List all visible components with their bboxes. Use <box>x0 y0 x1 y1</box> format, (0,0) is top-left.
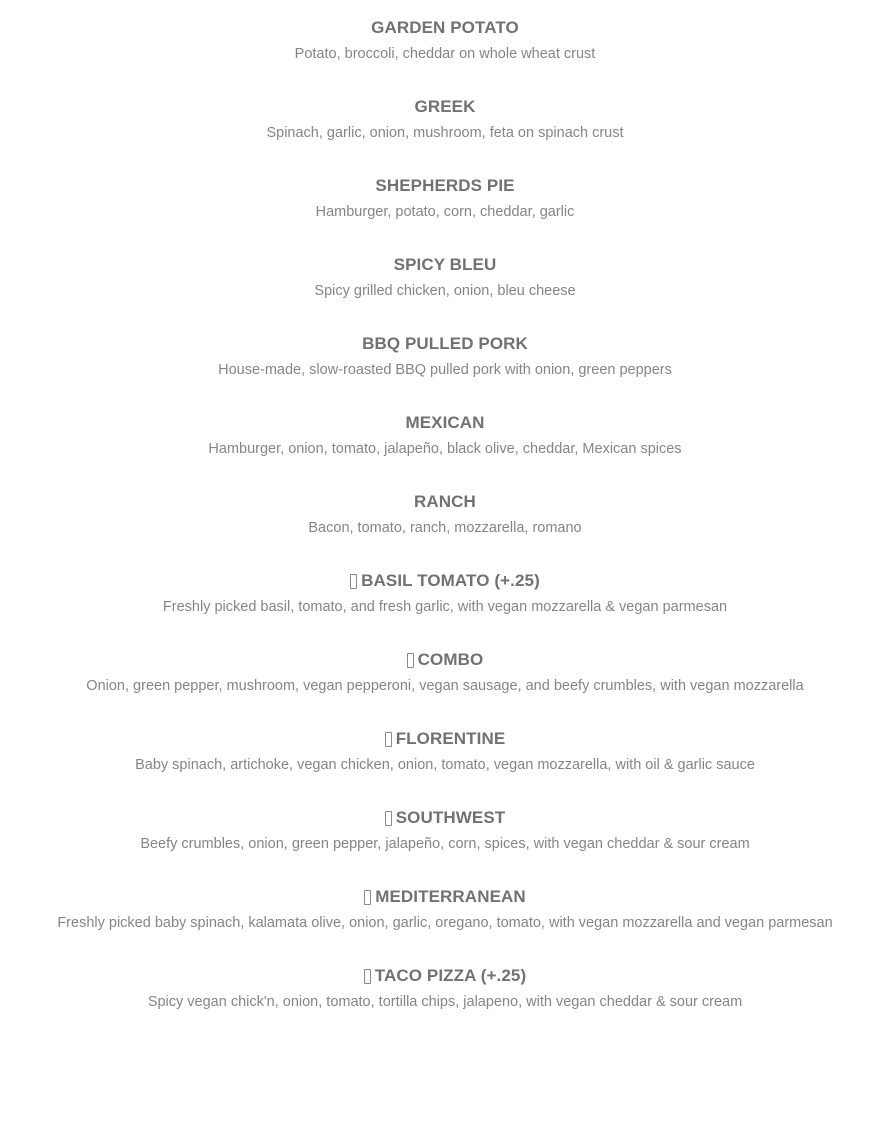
menu-item-description: Hamburger, onion, tomato, jalapeño, black olive, cheddar, Mexican spices <box>208 441 682 457</box>
vegan-icon <box>407 653 414 668</box>
menu-item-name: GARDEN POTATO <box>371 18 519 37</box>
menu-item-description: Hamburger, potato, corn, cheddar, garlic <box>315 204 575 220</box>
menu-item-description: House-made, slow-roasted BBQ pulled pork with onion, green peppers <box>218 362 672 378</box>
menu-item <box>0 492 890 571</box>
vegan-icon <box>364 969 371 984</box>
menu-item-name: TACO PIZZA (+.25) <box>374 966 527 985</box>
menu-item-name: SOUTHWEST <box>395 808 506 827</box>
menu-item-name: RANCH <box>414 492 476 511</box>
vegan-icon <box>364 890 371 905</box>
menu-item <box>0 966 890 1045</box>
menu-item-description: Potato, broccoli, cheddar on whole wheat crust <box>294 46 596 62</box>
menu-item-name: BASIL TOMATO (+.25) <box>361 571 540 590</box>
menu-item <box>0 729 890 808</box>
menu-item-name: BBQ PULLED PORK <box>362 334 528 353</box>
menu-item-description: Baby spinach, artichoke, vegan chicken, onion, tomato, vegan mozzarella, with oil & garlic sauce <box>135 757 755 773</box>
menu-item-description: Spinach, garlic, onion, mushroom, feta on spinach crust <box>266 125 624 141</box>
menu-item-description: Spicy vegan chick'n, onion, tomato, tortilla chips, jalapeno, with vegan cheddar & sour cream <box>147 994 743 1010</box>
menu-item-description: Spicy grilled chicken, onion, bleu cheese <box>314 283 576 299</box>
menu-item <box>0 255 890 334</box>
menu-item-description: Onion, green pepper, mushroom, vegan pepperoni, vegan sausage, and beefy crumbles, with vegan mozzarella <box>86 678 804 694</box>
menu-item-name: SHEPHERDS PIE <box>375 176 515 195</box>
menu-item-description: Beefy crumbles, onion, green pepper, jalapeño, corn, spices, with vegan cheddar & sour cream <box>140 836 750 852</box>
menu-item <box>0 808 890 887</box>
menu-item <box>0 176 890 255</box>
menu-item <box>0 413 890 492</box>
menu-item-name: GREEK <box>414 97 476 116</box>
menu-item <box>0 334 890 413</box>
menu-item <box>0 571 890 650</box>
menu-item <box>0 18 890 97</box>
menu-item-description: Bacon, tomato, ranch, mozzarella, romano <box>308 520 582 536</box>
menu-item <box>0 650 890 729</box>
menu-item-name: MEXICAN <box>405 413 485 432</box>
menu-item <box>0 97 890 176</box>
menu-item-description: Freshly picked basil, tomato, and fresh garlic, with vegan mozzarella & vegan parmesan <box>162 599 728 615</box>
vegan-icon <box>350 574 357 589</box>
menu-item <box>0 887 890 966</box>
pizza-menu-list <box>0 18 890 1045</box>
menu-item-name: MEDITERRANEAN <box>375 887 526 906</box>
menu-item-name: SPICY BLEU <box>393 255 497 274</box>
vegan-icon <box>385 811 392 826</box>
menu-item-name: FLORENTINE <box>395 729 506 748</box>
menu-item-name: COMBO <box>417 650 484 669</box>
menu-item-description: Freshly picked baby spinach, kalamata olive, onion, garlic, oregano, tomato, with vegan mozzarella and vegan parmesan <box>57 915 833 931</box>
vegan-icon <box>385 732 392 747</box>
